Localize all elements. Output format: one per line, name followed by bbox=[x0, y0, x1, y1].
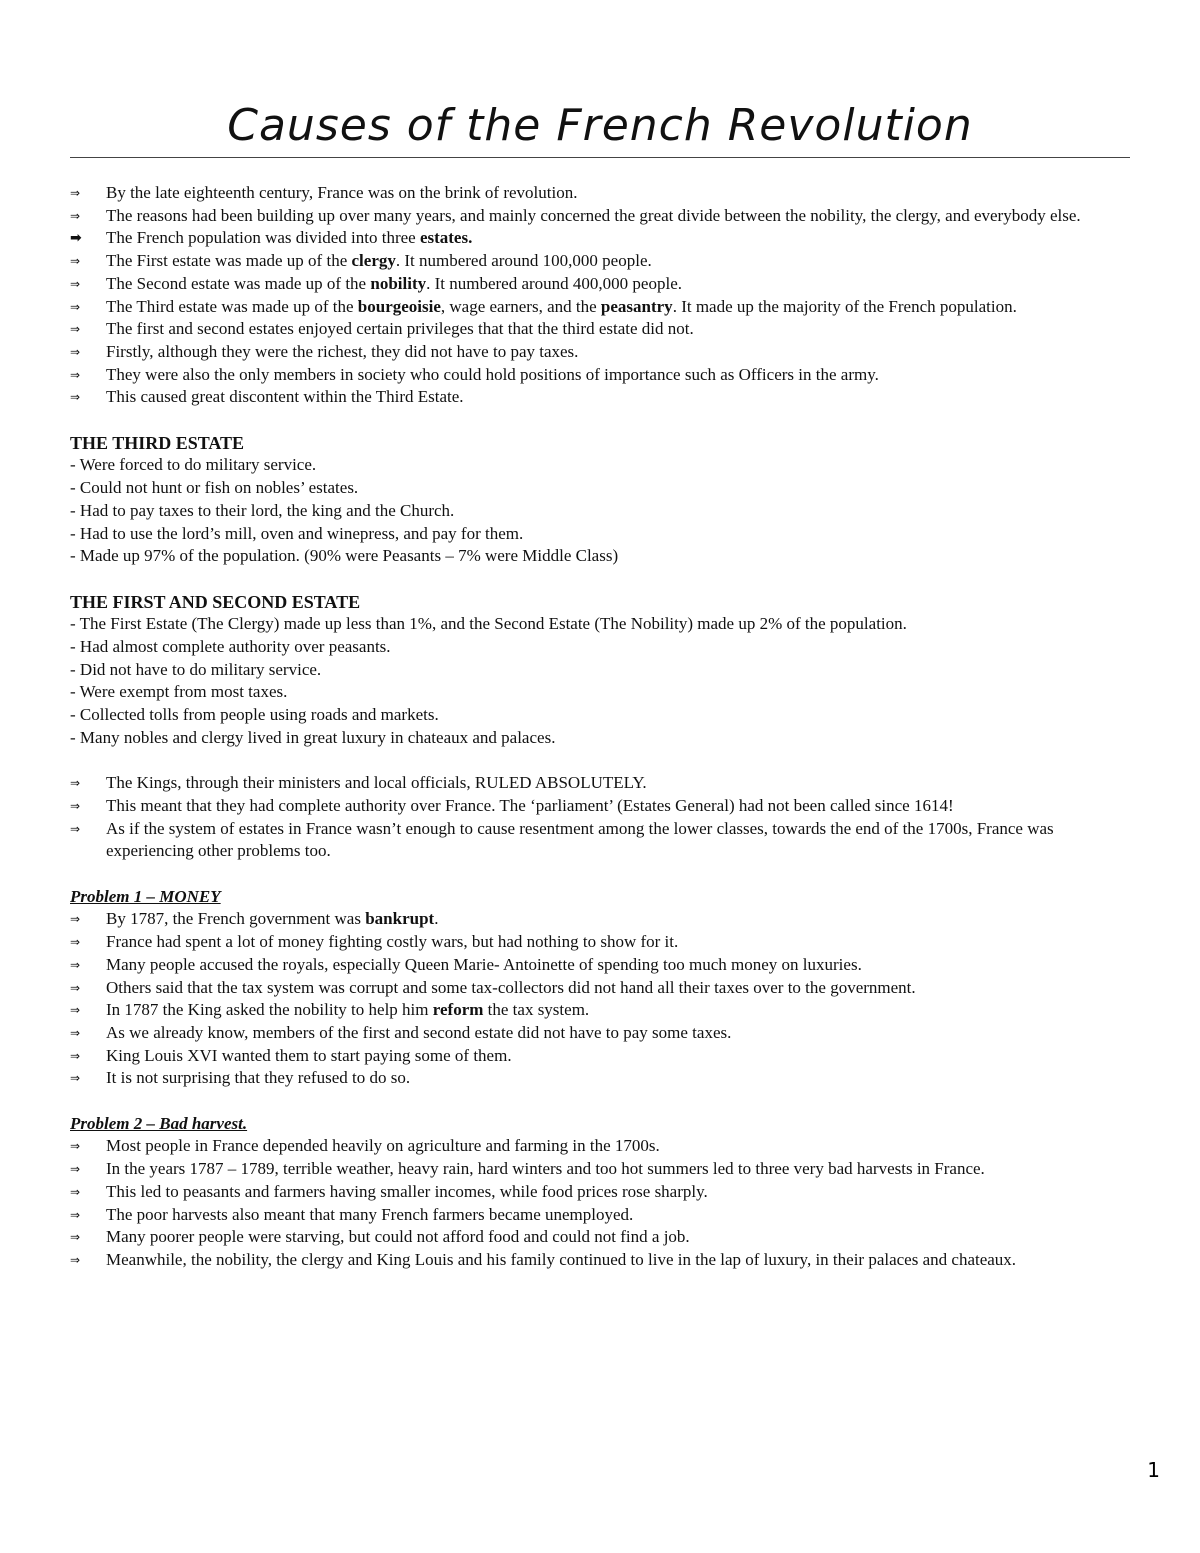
list-item: ⇒ As we already know, members of the first and second estate did not have to pay some taxes. bbox=[70, 1022, 1130, 1045]
list-item: ⇒ As if the system of estates in France wasn’t enough to cause resentment among the lower classes, towards the end of the 1700s, France was experiencing other problems too. bbox=[70, 818, 1054, 861]
kings-list bbox=[70, 772, 1130, 863]
arrow-icon: ⇒ bbox=[70, 390, 81, 405]
list-item: ⇒ Firstly, although they were the richest, they did not have to pay taxes. bbox=[70, 341, 1130, 364]
list-item: ⇒ In the years 1787 – 1789, terrible weather, heavy rain, hard winters and too hot summers led to three very bad harvests in France. bbox=[70, 1158, 1130, 1181]
arrow-icon: ⇒ bbox=[70, 776, 81, 791]
list-item: ⇒ Many people accused the royals, especially Queen Marie- Antoinette of spending too much money on luxuries. bbox=[70, 954, 1130, 977]
list-item: - Were forced to do military service. bbox=[70, 455, 317, 475]
arrow-icon: ⇒ bbox=[70, 1071, 81, 1086]
arrow-icon: ⇒ bbox=[70, 186, 81, 200]
problem-1-heading: Problem 1 – MONEY bbox=[70, 886, 221, 906]
list-item: - Collected tolls from people using roads and markets. bbox=[70, 705, 439, 725]
arrow-icon: ⇒ bbox=[70, 821, 81, 836]
arrow-icon: ⇒ bbox=[70, 1048, 81, 1063]
arrow-icon: ⇒ bbox=[70, 367, 81, 382]
intro-list bbox=[70, 182, 1130, 409]
list-item: ⇒ Many poorer people were starving, but could not afford food and could not find a job. bbox=[70, 1226, 1130, 1249]
document-body bbox=[70, 182, 1130, 1272]
list-item: ⇒ It is not surprising that they refused to do so. bbox=[70, 1067, 1130, 1090]
arrow-icon: ⇒ bbox=[70, 254, 81, 269]
list-item: - Did not have to do military service. bbox=[70, 659, 322, 679]
list-item: ⇒ This caused great discontent within the Third Estate. bbox=[70, 386, 1130, 409]
arrow-icon: ⇒ bbox=[70, 1230, 81, 1245]
arrow-icon: ⇒ bbox=[70, 208, 81, 223]
arrow-icon: ⇒ bbox=[70, 1252, 81, 1267]
list-item: ⇒ The first and second estates enjoyed certain privileges that that the third estate did not. bbox=[70, 318, 1130, 341]
list-item: ⇒ This led to peasants and farmers having smaller incomes, while food prices rose sharply. bbox=[70, 1181, 1130, 1204]
problem-2-heading: Problem 2 – Bad harvest. bbox=[70, 1113, 248, 1133]
arrow-icon: ⇒ bbox=[70, 1184, 81, 1199]
arrow-icon: ⇒ bbox=[70, 276, 81, 291]
arrow-icon: ⇒ bbox=[70, 1025, 81, 1040]
list-item: - The First Estate (The Clergy) made up less than 1%, and the Second Estate (The Nobility) made up 2% of the population. bbox=[70, 614, 907, 634]
page-title: Causes of the French Revolution bbox=[227, 100, 973, 151]
list-item: ⇒ In 1787 the King asked the nobility to help him reform the tax system. bbox=[70, 999, 1130, 1022]
first-second-estate-heading: THE FIRST AND SECOND ESTATE bbox=[70, 591, 361, 612]
list-item: ⇒ Meanwhile, the nobility, the clergy and King Louis and his family continued to live in the lap of luxury, in their palaces and chateaux. bbox=[70, 1249, 1130, 1272]
arrow-icon: ⇒ bbox=[70, 344, 81, 359]
arrow-icon: ⇒ bbox=[70, 957, 81, 972]
list-item: - Made up 97% of the population. (90% were Peasants – 7% were Middle Class) bbox=[70, 546, 619, 566]
list-item: - Many nobles and clergy lived in great luxury in chateaux and palaces. bbox=[70, 727, 556, 747]
list-item: ⇒ By 1787, the French government was bankrupt. bbox=[70, 908, 1130, 931]
list-item: - Were exempt from most taxes. bbox=[70, 682, 288, 702]
arrow-icon: ⇒ bbox=[70, 1162, 81, 1177]
first-second-estate-list bbox=[70, 613, 1130, 749]
list-item: ⇒ Others said that the tax system was corrupt and some tax-collectors did not hand all their taxes over to the government. bbox=[70, 977, 1130, 1000]
third-estate-heading: THE THIRD ESTATE bbox=[70, 432, 245, 453]
list-item: ⇒ The reasons had been building up over many years, and mainly concerned the great divide between the nobility, the clergy, and everybody else. bbox=[70, 205, 1130, 228]
list-item: ⇒ The First estate was made up of the clergy. It numbered around 100,000 people. bbox=[70, 250, 1130, 273]
list-item: ⇒ Most people in France depended heavily on agriculture and farming in the 1700s. bbox=[70, 1135, 1130, 1158]
list-item: ⇒ This meant that they had complete authority over France. The ‘parliament’ (Estates General) had not been called since 1614! bbox=[70, 795, 1130, 818]
page-number: 1 bbox=[1147, 1458, 1160, 1482]
title-rule bbox=[70, 157, 1130, 158]
problem-2-list bbox=[70, 1135, 1130, 1271]
arrow-icon: ⇒ bbox=[70, 798, 81, 813]
arrow-icon: ⇒ bbox=[70, 322, 81, 337]
arrow-icon: ⇒ bbox=[70, 912, 81, 927]
list-item: ⇒ They were also the only members in society who could hold positions of importance such as Officers in the army. bbox=[70, 364, 1130, 387]
arrow-icon: ⇒ bbox=[70, 980, 81, 995]
list-item: ⇒ The Third estate was made up of the bourgeoisie, wage earners, and the peasantry. It made up the majority of the French population. bbox=[70, 296, 1130, 319]
list-item: ⇒ King Louis XVI wanted them to start paying some of them. bbox=[70, 1045, 1130, 1068]
list-item: ⇒ The Kings, through their ministers and local officials, RULED ABSOLUTELY. bbox=[70, 772, 1130, 795]
list-item: - Had to use the lord’s mill, oven and winepress, and pay for them. bbox=[70, 523, 524, 543]
arrow-icon: ⇒ bbox=[70, 935, 81, 950]
list-item: ⇒ The Second estate was made up of the nobility. It numbered around 400,000 people. bbox=[70, 273, 1130, 296]
list-item: ⇒ France had spent a lot of money fighting costly wars, but had nothing to show for it. bbox=[70, 931, 1130, 954]
arrow-icon: ⇒ bbox=[70, 299, 81, 314]
bold-arrow-icon: ➡ bbox=[70, 230, 82, 247]
list-item: ⇒ By the late eighteenth century, France was on the brink of revolution. bbox=[70, 182, 1130, 205]
document-page bbox=[70, 0, 1130, 1553]
third-estate-list bbox=[70, 454, 1130, 568]
arrow-icon: ⇒ bbox=[70, 1003, 81, 1018]
list-item: ⇒ The poor harvests also meant that many French farmers became unemployed. bbox=[70, 1204, 1130, 1227]
list-item: - Had almost complete authority over peasants. bbox=[70, 637, 391, 657]
arrow-icon: ⇒ bbox=[70, 1139, 81, 1154]
arrow-icon: ⇒ bbox=[70, 1207, 81, 1222]
problem-1-list bbox=[70, 908, 1130, 1090]
list-item: ➡ The French population was divided into three estates. bbox=[70, 227, 1130, 250]
list-item: - Could not hunt or fish on nobles’ estates. bbox=[70, 478, 359, 498]
list-item: - Had to pay taxes to their lord, the king and the Church. bbox=[70, 500, 455, 520]
